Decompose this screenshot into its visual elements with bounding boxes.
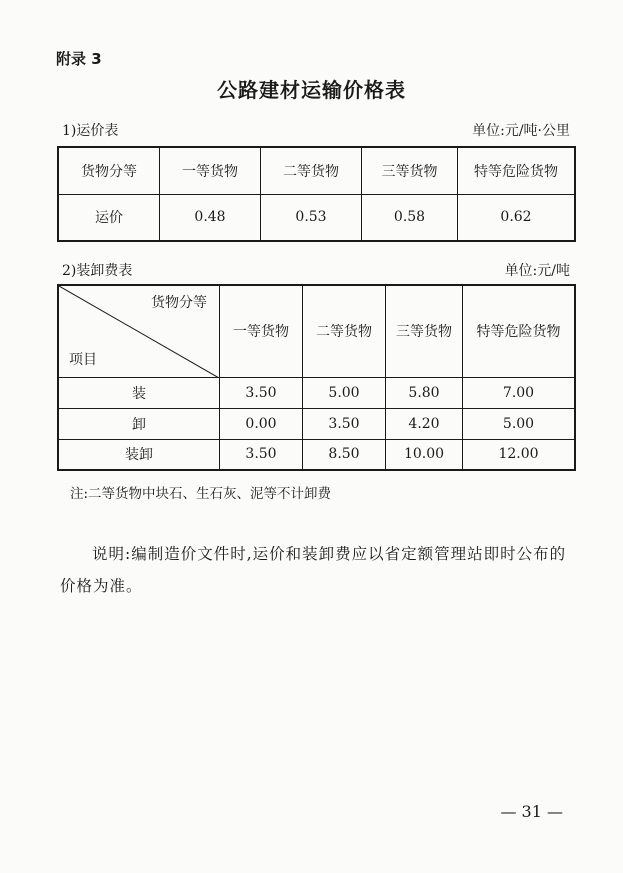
value-cell: 5.80 bbox=[386, 377, 463, 408]
handling-fee-table bbox=[57, 284, 576, 471]
value-cell: 3.50 bbox=[220, 377, 303, 408]
value-cell: 0.62 bbox=[458, 194, 576, 241]
table-row bbox=[58, 285, 575, 377]
row-label: 装卸 bbox=[58, 439, 220, 470]
value-cell: 12.00 bbox=[463, 439, 576, 470]
header-cell: 三等货物 bbox=[362, 147, 458, 194]
table-row bbox=[58, 408, 575, 439]
table-row bbox=[58, 194, 575, 241]
header-cell: 一等货物 bbox=[220, 285, 303, 377]
page-number bbox=[0, 802, 623, 821]
table-row bbox=[58, 147, 575, 194]
header-cell: 二等货物 bbox=[303, 285, 386, 377]
handling-table-caption: 2)装卸费表 bbox=[62, 263, 133, 279]
value-cell: 0.00 bbox=[220, 408, 303, 439]
page-number-text: — 31 — bbox=[500, 802, 563, 821]
handling-caption-row bbox=[62, 260, 570, 280]
corner-top-label: 货物分等 bbox=[151, 295, 207, 311]
table-row bbox=[58, 439, 575, 470]
value-cell: 8.50 bbox=[303, 439, 386, 470]
table-note: 注:二等货物中块石、生石灰、泥等不计卸费 bbox=[70, 486, 332, 502]
appendix-label: 附录 3 bbox=[56, 50, 102, 68]
header-cell: 货物分等 bbox=[58, 147, 160, 194]
freight-table-caption: 1)运价表 bbox=[62, 123, 119, 139]
value-cell: 10.00 bbox=[386, 439, 463, 470]
value-cell: 0.58 bbox=[362, 194, 458, 241]
description-paragraph: 说明:编制造价文件时,运价和装卸费应以省定额管理站即时公布的价格为准。 bbox=[60, 545, 567, 595]
value-cell: 5.00 bbox=[463, 408, 576, 439]
row-label: 运价 bbox=[58, 194, 160, 241]
table-row bbox=[58, 377, 575, 408]
header-cell: 三等货物 bbox=[386, 285, 463, 377]
value-cell: 3.50 bbox=[303, 408, 386, 439]
page-title: 公路建材运输价格表 bbox=[217, 78, 406, 102]
value-cell: 3.50 bbox=[220, 439, 303, 470]
header-cell: 特等危险货物 bbox=[463, 285, 576, 377]
value-cell: 5.00 bbox=[303, 377, 386, 408]
corner-bottom-label: 项目 bbox=[69, 351, 97, 368]
row-label: 装 bbox=[58, 377, 220, 408]
header-cell: 二等货物 bbox=[261, 147, 362, 194]
freight-rate-table bbox=[57, 146, 576, 242]
row-label: 卸 bbox=[58, 408, 220, 439]
value-cell: 0.53 bbox=[261, 194, 362, 241]
header-cell: 一等货物 bbox=[160, 147, 261, 194]
header-cell: 特等危险货物 bbox=[458, 147, 576, 194]
handling-unit: 单位:元/吨 bbox=[504, 263, 570, 279]
diagonal-header-cell bbox=[58, 285, 220, 377]
freight-unit: 单位:元/吨·公里 bbox=[472, 123, 570, 139]
value-cell: 7.00 bbox=[463, 377, 576, 408]
freight-caption-row bbox=[62, 120, 570, 140]
value-cell: 0.48 bbox=[160, 194, 261, 241]
value-cell: 4.20 bbox=[386, 408, 463, 439]
